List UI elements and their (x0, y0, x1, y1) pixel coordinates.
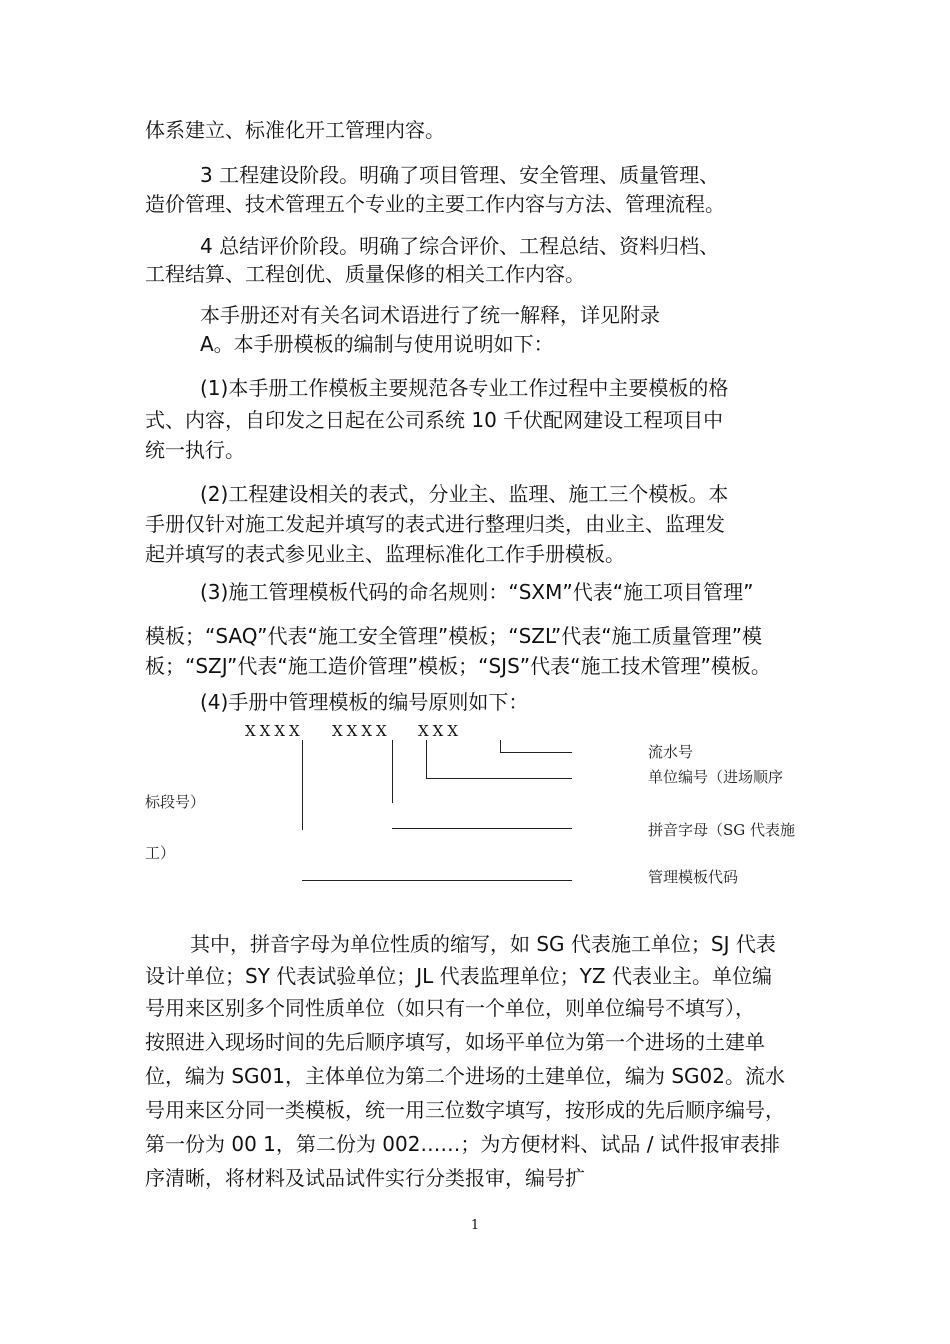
code-group-serial: XXX (418, 722, 463, 740)
text-line: 式、内容，自印发之日起在公司系统 10 千伏配网建设工程项目中 (145, 408, 724, 432)
label-template-code: 管理模板代码 (648, 868, 739, 886)
connector-line (302, 880, 572, 881)
connector-line (392, 828, 572, 829)
label-serial: 流水号 (648, 743, 694, 761)
text-line: 工程结算、工程创优、质量保修的相关工作内容。 (145, 262, 585, 286)
text-line: 统一执行。 (145, 438, 245, 462)
label-unit-number: 单位编号（进场顺序 (648, 768, 784, 786)
text-line: 号用来区别多个同性质单位（如只有一个单位，则单位编号不填写）， (145, 996, 755, 1020)
text-line: 号用来区分同一类模板，统一用三位数字填写，按形成的先后顺序编号， (145, 1098, 785, 1122)
text-line: 位，编为 SG01，主体单位为第二个进场的土建单位，编为 SG02。流水 (145, 1064, 785, 1088)
label-pinyin: 拼音字母（SG 代表施 (648, 821, 796, 839)
code-group-template: XXXX (245, 722, 304, 740)
text-line: 本手册还对有关名词术语进行了统一解释，详见附录 (200, 303, 660, 327)
connector-line (426, 740, 427, 779)
text-line: (2)工程建设相关的表式，分业主、监理、施工三个模板。本 (200, 482, 729, 506)
connector-line (426, 778, 572, 779)
text-line: (3)施工管理模板代码的命名规则：“SXM”代表“施工项目管理” (200, 580, 754, 604)
text-line: 模板；“SAQ”代表“施工安全管理”模板；“SZL”代表“施工质量管理”模 (145, 624, 762, 648)
label-pinyin-cont: 工） (145, 844, 176, 862)
text-line: 造价管理、技术管理五个专业的主要工作内容与方法、管理流程。 (145, 192, 725, 216)
text-line: 序清晰，将材料及试品试件实行分类报审，编号扩 (145, 1166, 585, 1190)
text-line: 起并填写的表式参见业主、监理标准化工作手册模板。 (145, 542, 625, 566)
text-line: 体系建立、标准化开工管理内容。 (145, 118, 445, 142)
connector-line (500, 752, 572, 753)
text-line: 3 工程建设阶段。明确了项目管理、安全管理、质量管理、 (200, 163, 720, 187)
text-line: 4 总结评价阶段。明确了综合评价、工程总结、资料归档、 (200, 234, 720, 258)
page-number: 1 (470, 1218, 480, 1233)
text-line: (4)手册中管理模板的编号原则如下： (200, 690, 529, 714)
text-line: 设计单位；SY 代表试验单位；JL 代表监理单位；YZ 代表业主。单位编 (145, 964, 772, 988)
text-line: (1)本手册工作模板主要规范各专业工作过程中主要模板的格 (200, 376, 729, 400)
text-line: 手册仅针对施工发起并填写的表式进行整理归类，由业主、监理发 (145, 512, 725, 536)
text-line: 板；“SZJ”代表“施工造价管理”模板；“SJS”代表“施工技术管理”模板。 (145, 654, 771, 678)
connector-line (302, 740, 303, 830)
text-line: A。本手册模板的编制与使用说明如下： (200, 332, 554, 356)
label-unit-number-cont: 标段号） (145, 793, 206, 811)
text-line: 其中，拼音字母为单位性质的缩写，如 SG 代表施工单位；SJ 代表 (190, 932, 776, 956)
text-line: 按照进入现场时间的先后顺序填写，如场平单位为第一个进场的土建单 (145, 1030, 765, 1054)
text-line: 第一份为 00 1，第二份为 002……；为方便材料、试品 / 试件报审表排 (145, 1132, 780, 1156)
code-group-unit: XXXX (332, 722, 391, 740)
connector-line (392, 740, 393, 803)
